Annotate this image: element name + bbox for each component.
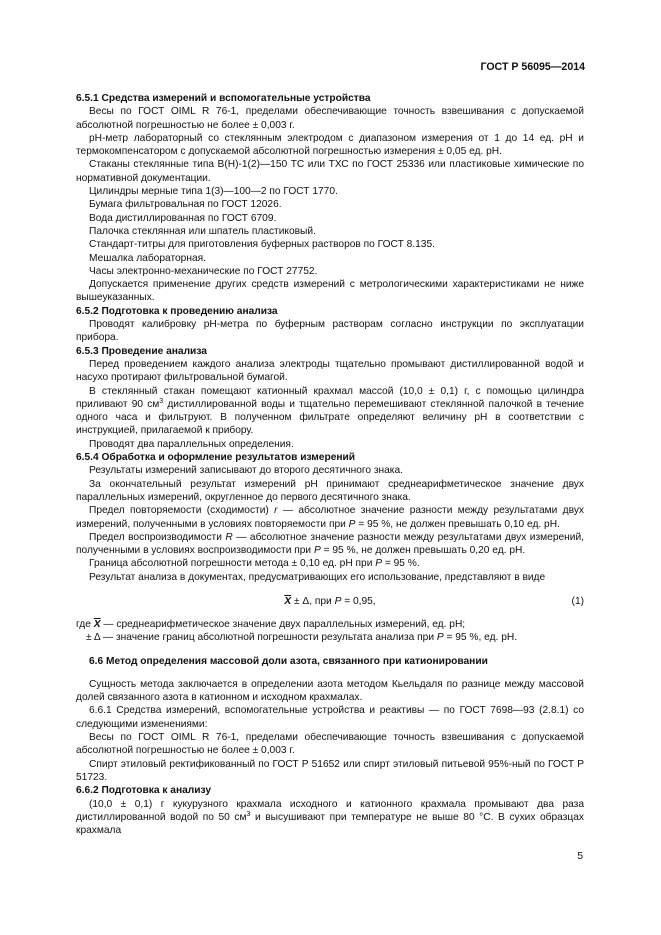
paragraph: Результаты измерений записывают до второго десятичного знака. [89,465,403,477]
paragraph: Палочка стеклянная или шпатель пластиковый. [89,225,316,237]
paragraph: Мешалка лабораторная. [89,252,206,264]
paragraph: Сущность метода заключается в определении азота методом Кьельдаля по разнице между массовой долей связанного азота в катионном и исходном крахмалах. [76,678,584,704]
paragraph: Проводят калибровку рН-метра по буферным растворам согласно инструкции по эксплуатации прибора. [76,319,584,344]
paragraph: (10,0 ± 0,1) г кукурузного крахмала исходного и катионного крахмала промывают два раза дистиллированной водой по 50 $см^3$ и высушивают при температуре не выше 80 °С. В сухих образцах крахмала [76,798,585,837]
formula-1 [76,592,584,618]
paragraph: Спирт этиловый ректификованный по ГОСТ Р 51652 или спирт этиловый питьевой 95%-ный по ГОСТ Р 51723. [76,758,584,783]
paragraph: рН-метр лабораторный со стеклянным электродом с диапазоном измерения от 1 до 14 ед. рН и термокомпенсатором с допускаемой абсолютной погрешностью измерения ± 0,05 ед. рН. [76,132,584,158]
paragraph: Весы по ГОСТ OIML R 76-1, пределами обеспечивающие точность взвешивания с допускаемой абсолютной погрешностью не более ± 0,003 г. [76,732,584,757]
section-6-6-title: 6.6 Метод определения массовой доли азота, связанного при катионировании [89,655,488,667]
paragraph: Часы электронно-механические по ГОСТ 27752. [89,265,318,277]
paragraph: Стаканы стеклянные типа В(Н)-1(2)—150 ТС или ТХС по ГОСТ 25336 или пластиковые химические по нормативной документации. [76,159,584,184]
paragraph: В стеклянный стакан помещают катионный крахмал массой (10,0 ± 0,1) г, с помощью цилиндра приливают 90 $см^3$ дистиллированной воды и тщательно перемешивают стеклянной палочкой в течение одного часа и фильтруют. В полученном фильтрате определяют величину рН в соответствии с инструкцией, прилагаемой к прибору. [76,385,584,437]
formula-legend-item: ± Δ — значение границ абсолютной погрешности результата анализа при P = 95 %, ед. рН. [86,632,518,644]
document-header: ГОСТ Р 56095—2014 [480,61,585,73]
section-6-5-4-title: 6.5.4 Обработка и оформление результатов измерений [76,452,356,464]
section-6-5-3-title: 6.5.3 Проведение анализа [76,345,207,357]
page-content [76,92,584,837]
formula-expression: $\overline{X} \pm \Delta$, при P = 0,95, [284,595,376,607]
paragraph: Бумага фильтровальная по ГОСТ 12026. [89,199,282,211]
paragraph: Вода дистиллированная по ГОСТ 6709. [89,212,277,224]
page-number: 5 [577,851,583,862]
formula-legend-item: где $\overline{X}$ — среднеарифметическое значение двух параллельных измерений, ед. рН; [76,618,466,630]
section-6-6-2-title: 6.6.2 Подготовка к анализу [76,785,212,797]
paragraph: Граница абсолютной погрешности метода ± 0,10 ед. рН при P = 95 %. [89,558,420,570]
paragraph: За окончательный результат измерений рН принимают среднеарифметическое значение двух параллельных измерений, округленное до первого десятичного знака. [76,478,584,503]
paragraph: Предел воспроизводимости R — абсолютное значение разности между результатами двух измерений, полученными в условиях воспроизводимости при P = 95 %, не должен превышать 0,20 ед. рН. [76,531,584,557]
paragraph: Допускается применение других средств измерений с метрологическими характеристиками не ниже вышеуказанных. [76,279,584,304]
paragraph: Проводят два параллельных определения. [89,438,294,450]
paragraph: Цилиндры мерные типа 1(3)—100—2 по ГОСТ 1770. [89,186,338,198]
paragraph: Перед проведением каждого анализа электроды тщательно промывают дистиллированной водой и насухо протирают фильтровальной бумагой. [76,358,584,384]
formula-number: (1) [571,595,584,607]
section-6-5-2-title: 6.5.2 Подготовка к проведению анализа [76,305,278,317]
paragraph: Результат анализа в документах, предусматривающих его использование, представляют в виде [89,571,546,583]
paragraph: Предел повторяемости (сходимости) r — абсолютное значение разности между результатами двух измерений, полученными в условиях повторяемости при P = 95 %, не должен превышать 0,10 ед. рН. [76,505,585,530]
paragraph: Весы по ГОСТ OIML R 76-1, пределами обеспечивающие точность взвешивания с допускаемой абсолютной погрешностью не более ± 0,003 г. [76,106,584,131]
paragraph: Стандарт-титры для приготовления буферных растворов по ГОСТ 8.135. [89,239,435,251]
paragraph: 6.6.1 Средства измерений, вспомогательные устройства и реактивы — по ГОСТ 7698—93 (2.8.1) со следующими изменениями: [76,705,584,730]
section-6-5-1-title: 6.5.1 Средства измерений и вспомогательные устройства [76,93,371,104]
